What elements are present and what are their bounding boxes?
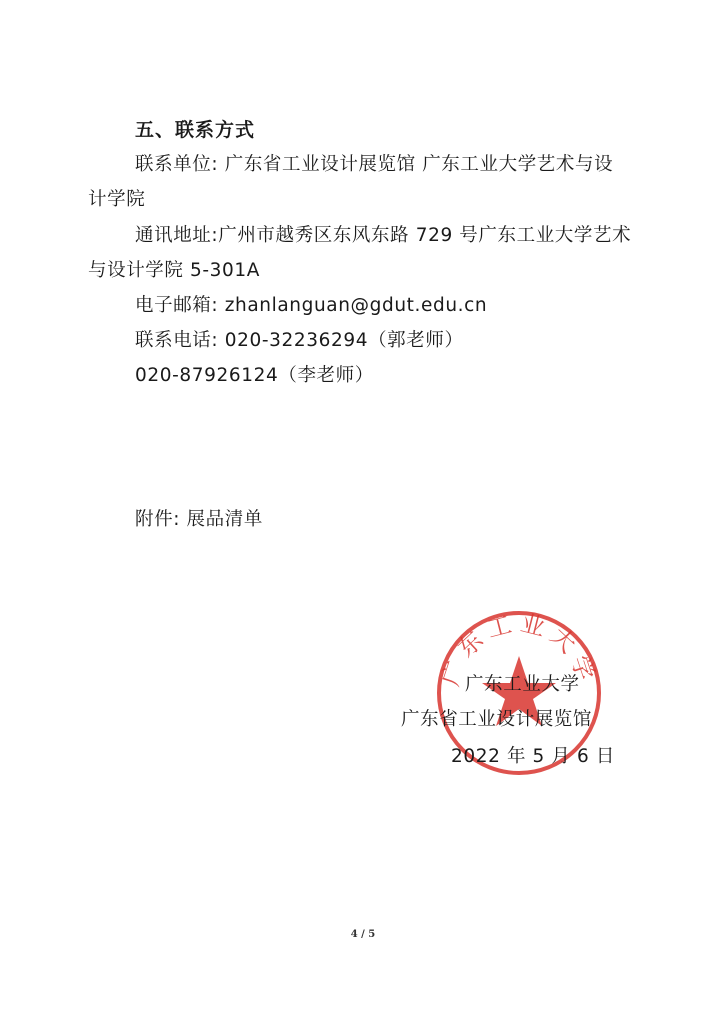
contact-heading: 五、联系方式 (135, 119, 256, 141)
contact-address-label: 通讯地址: (135, 225, 219, 246)
contact-address-line (135, 224, 631, 248)
contact-unit-label: 联系单位: (135, 154, 219, 175)
contact-phone-2: 020-87926124（李老师） (135, 365, 374, 386)
contact-email-line (135, 294, 487, 318)
contact-unit-line (135, 153, 613, 177)
attachment-label: 附件: (135, 509, 181, 530)
contact-unit-value-cont: 计学院 (88, 189, 146, 210)
attachment-value: 展品清单 (186, 509, 263, 530)
contact-phone-label: 联系电话: (135, 330, 219, 351)
page-number: 4 / 5 (350, 929, 376, 940)
contact-phone-1: 020-32236294（郭老师） (224, 330, 464, 351)
contact-phone-line (135, 329, 464, 353)
contact-email-label: 电子邮箱: (135, 295, 219, 316)
signature-date: 2022 年 5 月 6 日 (451, 746, 615, 767)
signature-org-2: 广东省工业设计展览馆 (401, 709, 593, 730)
contact-unit-value: 广东省工业设计展览馆 广东工业大学艺术与设 (224, 154, 614, 175)
signature-org-1: 广东工业大学 (465, 674, 580, 695)
svg-text:广东工业大学: 广东工业大学 (436, 608, 602, 690)
contact-address-value-cont: 与设计学院 5-301A (88, 260, 260, 281)
contact-email-value: zhanlanguan@gdut.edu.cn (224, 295, 488, 316)
attachment-line (135, 508, 263, 532)
contact-address-value: 广州市越秀区东风东路 729 号广东工业大学艺术 (218, 225, 632, 246)
